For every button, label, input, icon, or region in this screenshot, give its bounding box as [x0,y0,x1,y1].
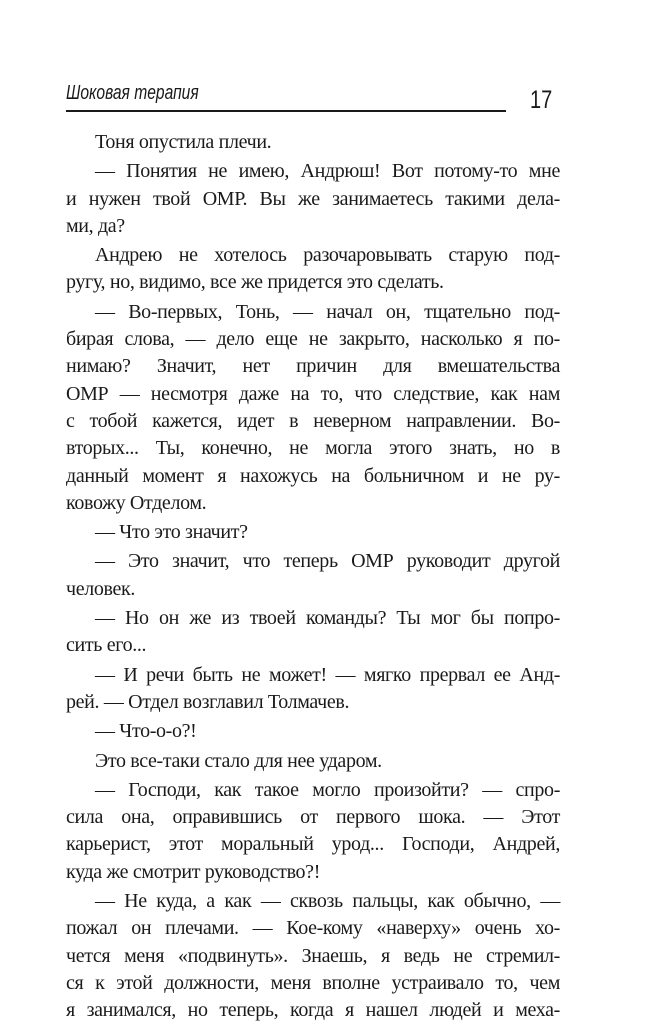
text-line: — Что-о-о?! [95,720,197,743]
running-header [66,82,506,112]
text-line: куда же смотрит руководство?! [66,860,321,883]
text-line: Это все-таки стало для нее ударом. [95,749,382,772]
text-line: данный момент я нахожусь на больничном и не ру- [66,464,560,487]
text-line: — Не куда, а как — сквозь пальцы, как обычно, — [95,890,560,913]
header-rule [66,110,506,112]
text-line: с тобой кажется, идет в неверном направлении. Во- [66,409,560,432]
text-line: человек. [66,577,136,600]
text-line: нимаю? Значит, нет причин для вмешательства [66,355,560,378]
text-line: сила она, оправившись от первого шока. — Этот [66,806,560,829]
text-line: — Что это значит? [95,521,248,544]
text-line: — Во-первых, Тонь, — начал он, тщательно под- [95,300,560,323]
page-number: 17 [530,86,553,114]
text-line: ругу, но, видимо, все же придется это сделать. [66,271,444,294]
text-line: — Господи, как такое могло произойти? — спро- [95,778,560,801]
text-line: Андрею не хотелось разочаровывать старую под- [95,244,560,267]
text-line: бирая слова, — дело еще не закрыто, насколько я по- [66,328,560,351]
text-line: и нужен твой ОМР. Вы же занимаетесь такими дела- [66,187,560,210]
text-line: пожал он плечами. — Кое-кому «наверху» очень хо- [66,917,560,940]
text-line: Тоня опустила плечи. [95,131,272,153]
text-line: ковожу Отделом. [66,491,207,514]
text-line: ОМР — несмотря даже на то, что следствие, как нам [66,382,560,405]
text-line: — И речи быть не может! — мягко прервал ее Анд- [95,663,560,686]
text-line: сить его... [66,634,147,657]
text-line: ся к этой должности, меня вполне устраивало то, чем [66,971,560,994]
text-line: — Понятия не имею, Андрюш! Вот потому-то мне [95,160,560,183]
text-line: вторых... Ты, конечно, не могла этого знать, но в [66,437,560,460]
text-line: рей. — Отдел возглавил Толмачев. [66,690,350,713]
text-line: ми, да? [66,214,125,237]
text-line: чется меня «подвинуть». Знаешь, я ведь не стремил- [66,944,560,967]
text-line: — Но он же из твоей команды? Ты мог бы попро- [95,607,560,630]
text-line: — Это значит, что теперь ОМР руководит другой [95,550,560,573]
text-line: карьерист, этот моральный урод... Господи, Андрей, [66,833,560,856]
running-title: Шоковая терапия [66,82,199,104]
body-text [66,129,560,1025]
text-line: я занимался, но теперь, когда я нашел людей и меха- [66,999,560,1022]
